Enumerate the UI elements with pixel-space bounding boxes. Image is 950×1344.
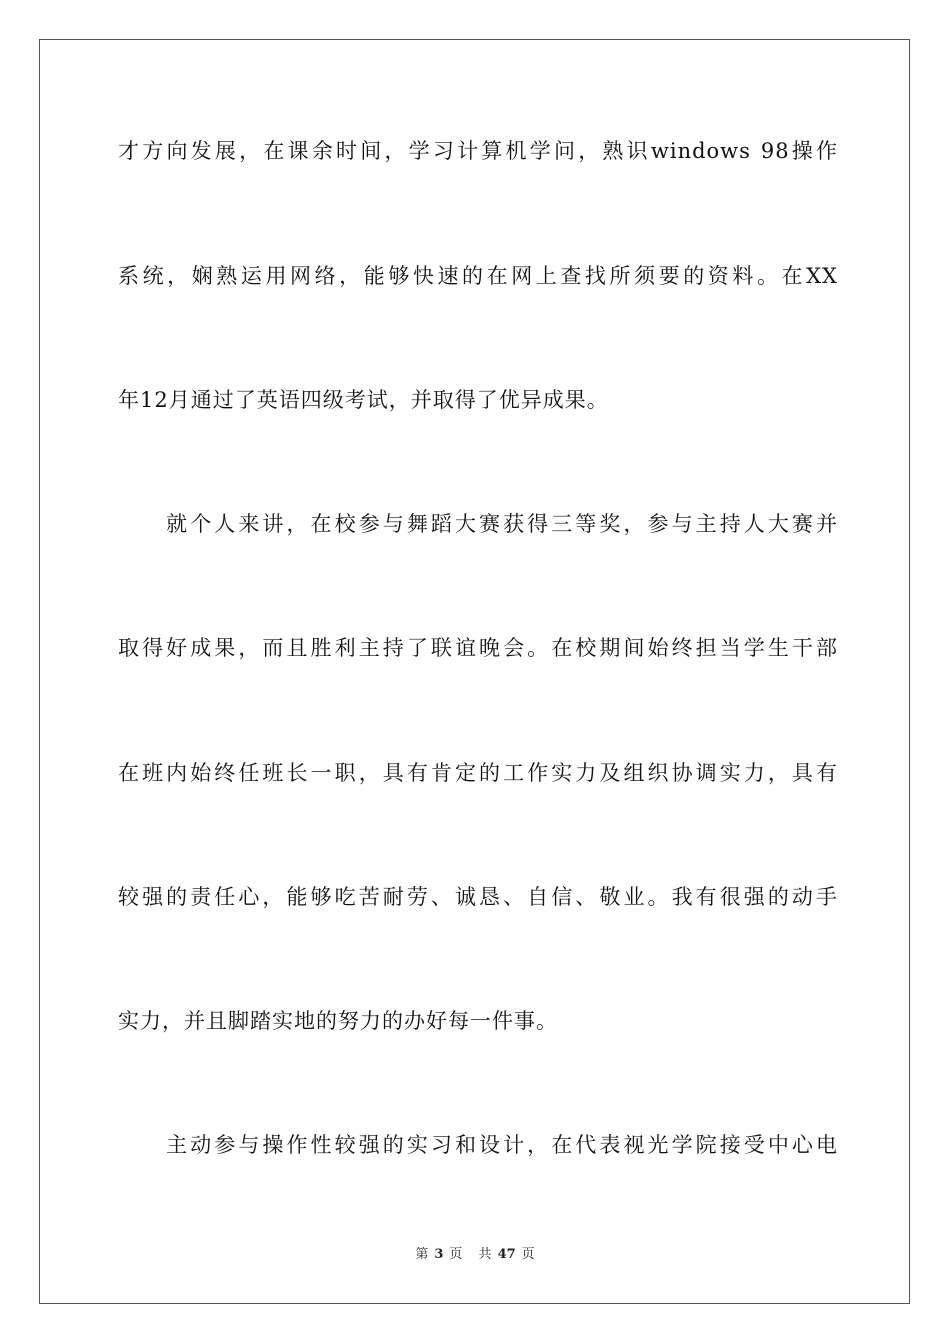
total-indicator bbox=[476, 1247, 538, 1262]
text-line-8: 实力，并且脚踏实地的努力的办好每一件事。 bbox=[118, 1009, 558, 1033]
page-suffix: 页 bbox=[449, 1247, 463, 1262]
total-prefix: 共 bbox=[478, 1247, 492, 1262]
text-line-4: 就个人来讲，在校参与舞蹈大赛获得三等奖，参与主持人大赛并 bbox=[118, 512, 838, 536]
text-line-2: 系统，娴熟运用网络，能够快速的在网上查找所须要的资料。在XX bbox=[118, 264, 838, 288]
page-border bbox=[39, 39, 910, 1304]
total-suffix: 页 bbox=[521, 1247, 535, 1262]
text-line-3: 年12月通过了英语四级考试，并取得了优异成果。 bbox=[118, 388, 609, 412]
text-line-1: 才方向发展，在课余时间，学习计算机学问，熟识windows 98操作 bbox=[118, 139, 838, 163]
page-footer bbox=[0, 1247, 950, 1263]
total-pages: 47 bbox=[497, 1247, 516, 1262]
text-line-7: 较强的责任心，能够吃苦耐劳、诚恳、自信、敬业。我有很强的动手 bbox=[118, 885, 838, 909]
text-line-6: 在班内始终任班长一职，具有肯定的工作实力及组织协调实力，具有 bbox=[118, 761, 838, 785]
page-number: 3 bbox=[434, 1247, 444, 1262]
page-prefix: 第 bbox=[415, 1247, 429, 1262]
text-line-5: 取得好成果，而且胜利主持了联谊晚会。在校期间始终担当学生干部 bbox=[118, 636, 838, 660]
text-line-9: 主动参与操作性较强的实习和设计，在代表视光学院接受中心电 bbox=[118, 1133, 838, 1157]
page-indicator bbox=[412, 1247, 465, 1262]
